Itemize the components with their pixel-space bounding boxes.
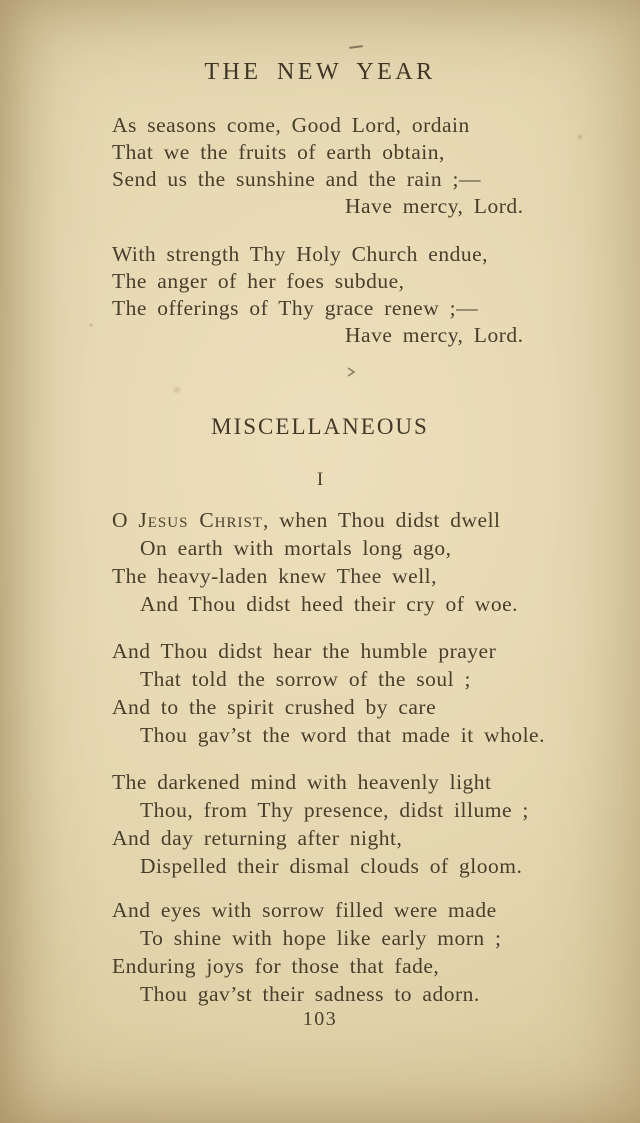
- poem-line: The offerings of Thy grace renew ;—: [112, 296, 479, 320]
- ink-mark-caret: [347, 366, 356, 378]
- ink-mark-dash: [349, 45, 363, 49]
- poem-line: [112, 506, 518, 534]
- poem-line: Thou gav’st their sadness to adorn.: [140, 982, 480, 1006]
- new-year-stanza-2: [112, 241, 523, 349]
- poem-line: Thou gav’st the word that made it whole.: [140, 723, 545, 747]
- misc-stanza-2: [112, 637, 545, 749]
- poem-line: And Thou didst hear the humble prayer: [112, 639, 497, 663]
- line-prefix: O: [112, 508, 139, 532]
- misc-stanza-1: [112, 506, 518, 618]
- poem-line: That we the fruits of earth obtain,: [112, 140, 445, 164]
- misc-stanza-4: [112, 896, 501, 1008]
- poem-line: The heavy-laden knew Thee well,: [112, 564, 438, 588]
- poem-line: And day returning after night,: [112, 826, 403, 850]
- small-caps-name: Jesus Christ: [138, 508, 264, 532]
- refrain-line: Have mercy, Lord.: [345, 323, 524, 347]
- poem-line: Enduring joys for those that fade,: [112, 954, 440, 978]
- page-title: THE NEW YEAR: [204, 59, 436, 85]
- poem-line: Thou, from Thy presence, didst illume ;: [140, 798, 529, 822]
- page-number: 103: [302, 1008, 338, 1030]
- misc-stanza-3: [112, 768, 529, 880]
- poem-line: The anger of her foes subdue,: [112, 269, 405, 293]
- poem-line: And to the spirit crushed by care: [112, 695, 437, 719]
- poem-line: And Thou didst heed their cry of woe.: [140, 592, 519, 616]
- poem-line: With strength Thy Holy Church endue,: [112, 242, 489, 266]
- refrain-line: Have mercy, Lord.: [345, 194, 524, 218]
- poem-line: As seasons come, Good Lord, ordain: [112, 113, 470, 137]
- section-heading: MISCELLANEOUS: [211, 414, 429, 439]
- poem-line: That told the sorrow of the soul ;: [140, 667, 471, 691]
- line-suffix: , when Thou didst dwell: [263, 508, 501, 532]
- new-year-stanza-1: [112, 112, 523, 220]
- hymn-number: I: [316, 469, 324, 490]
- poem-line: Send us the sunshine and the rain ;—: [112, 167, 481, 191]
- poem-line: On earth with mortals long ago,: [140, 536, 452, 560]
- poem-line: The darkened mind with heavenly light: [112, 770, 492, 794]
- poem-line: To shine with hope like early morn ;: [140, 926, 502, 950]
- poem-line: And eyes with sorrow filled were made: [112, 898, 497, 922]
- poem-line: Dispelled their dismal clouds of gloom.: [140, 854, 523, 878]
